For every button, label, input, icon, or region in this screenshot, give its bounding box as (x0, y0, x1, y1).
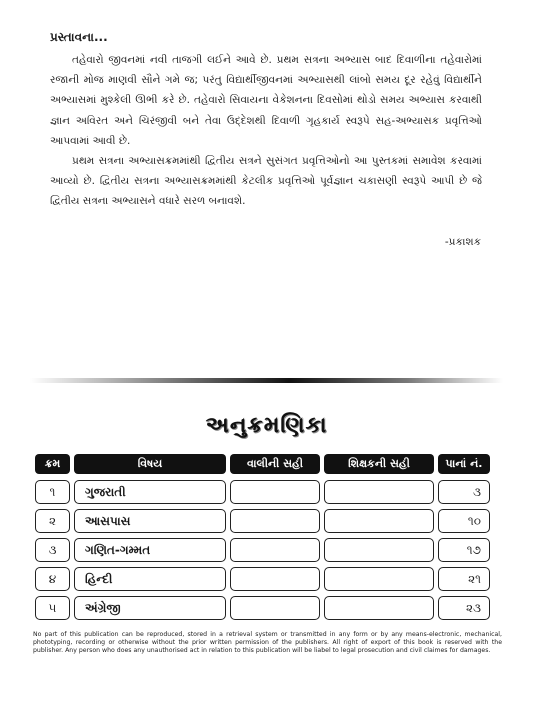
header-page-number: પાનાં નં. (438, 454, 490, 474)
parent-signature-cell (230, 480, 320, 504)
row-number: ૨ (35, 509, 70, 533)
preface-paragraph: તહેવારો જીવનમાં નવી તાજગી લઈને આવે છે. પ્રથમ સત્રના અભ્યાસ બાદ દિવાળીના તહેવારોમાં રજાની મોજ માણવી સૌને ગમે જ; પરંતુ વિદ્યાર્થીજીવનમાં અભ્યાસથી લાંબો સમય દૂર રહેવું વિદ્યાર્થીને અભ્યાસમાં મુશ્કેલી ઊભી કરે છે. તહેવારો સિવાયના વેકેશનના દિવસોમાં થોડો સમય અભ્યાસ કરવાથી જ્ઞાન અવિરત અને ચિરંજીવી બને તેવા ઉદ્દેશથી દિવાળી ગૃહકાર્ય સ્વરૂપે સહ-અભ્યાસક પ્રવૃત્તિઓ આપવામાં આવી છે. (50, 54, 482, 147)
publisher-signature: -પ્રકાશક (444, 236, 481, 248)
parent-signature-cell (230, 509, 320, 533)
table-row (35, 567, 500, 591)
row-number: ૪ (35, 567, 70, 591)
table-row (35, 596, 500, 620)
row-page: ૨૩ (438, 596, 490, 620)
parent-signature-cell (230, 596, 320, 620)
teacher-signature-cell (324, 509, 434, 533)
header-number: ક્રમ (35, 454, 70, 474)
table-row (35, 480, 500, 504)
table-row (35, 509, 500, 533)
index-table (35, 454, 500, 625)
row-page: ૨૧ (438, 567, 490, 591)
preface-heading: પ્રસ્તાવના... (50, 30, 108, 44)
section-divider (30, 378, 503, 383)
index-title: અનુક્રમણિકા (205, 413, 328, 438)
parent-signature-cell (230, 538, 320, 562)
row-page: ૧૦ (438, 509, 490, 533)
teacher-signature-cell (324, 480, 434, 504)
index-table-header (35, 454, 500, 474)
preface-body (50, 50, 482, 212)
row-subject: આસપાસ (74, 509, 226, 533)
header-teacher-signature: શિક્ષકની સહી (324, 454, 434, 474)
teacher-signature-cell (324, 538, 434, 562)
row-subject: ગણિત-ગમ્મત (74, 538, 226, 562)
table-row (35, 538, 500, 562)
row-number: ૩ (35, 538, 70, 562)
row-page: ૩ (438, 480, 490, 504)
header-parent-signature: વાલીની સહી (230, 454, 320, 474)
row-page: ૧૭ (438, 538, 490, 562)
teacher-signature-cell (324, 567, 434, 591)
preface-paragraph: પ્રથમ સત્રના અભ્યાસક્રમમાંથી દ્વિતીય સત્રને સુસંગત પ્રવૃત્તિઓનો આ પુસ્તકમાં સમાવેશ કરવામાં આવ્યો છે. દ્વિતીય સત્રના અભ્યાસક્રમમાંથી કેટલીક પ્રવૃત્તિઓ પૂર્વજ્ઞાન ચકાસણી સ્વરૂપે આપી છે જે દ્વિતીય સત્રના અભ્યાસને વધારે સરળ બનાવશે. (50, 155, 482, 208)
row-number: ૫ (35, 596, 70, 620)
row-number: ૧ (35, 480, 70, 504)
row-subject: ગુજરાતી (74, 480, 226, 504)
row-subject: હિન્દી (74, 567, 226, 591)
copyright-notice: No part of this publication can be reproduced, stored in a retrieval system or transmitted in any form or by any means-electronic, mechanical, phototyping, recording or otherwise without the prior written permission of the publishers. All right of export of this book is reserved with the publisher. Any person who does any unauthorised act in relation to this publication will be liabel to legal prosecution and civil claimes for damages. (33, 631, 502, 654)
header-subject: વિષય (74, 454, 226, 474)
row-subject: અંગ્રેજી (74, 596, 226, 620)
teacher-signature-cell (324, 596, 434, 620)
parent-signature-cell (230, 567, 320, 591)
